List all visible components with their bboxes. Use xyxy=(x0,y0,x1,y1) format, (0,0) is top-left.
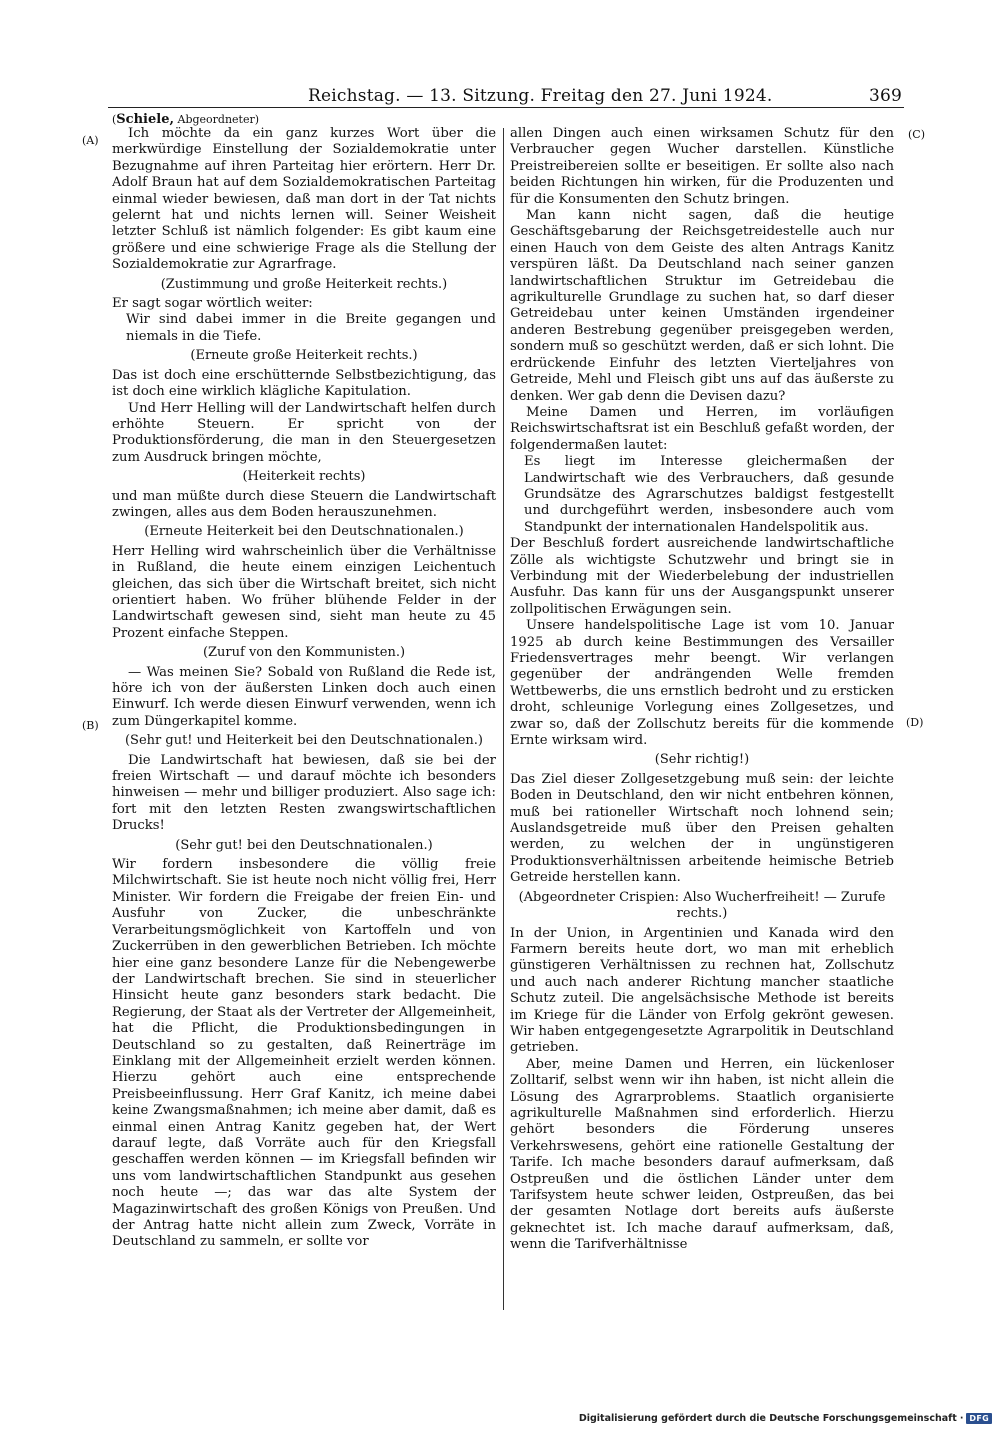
interjection: (Erneute große Heiterkeit rechts.) xyxy=(190,348,418,364)
paragraph: Man kann nicht sagen, daß die heutige Geschäftsgebarung der Reichsgetreidestelle auch nur einen Hauch von dem Geiste des alten Antrags Kanitz verspüren läßt. Da Deutschland nach seiner ganzen landwirtschaftlichen Struktur im Getreidebau die agrikulturelle Grundlage zu suchen hat, so darf dieser Getreidebau unter keinen Umständen irgendeiner anderen Bestrebung gegenüber preisgegeben werden, sondern muß so geschützt werden, daß er sich lohnt. Die erdrückende Einfuhr des letzten Vierteljahres von Getreide, Mehl und Fleisch gibt uns auf das äußerste zu denken. Wer gab denn die Devisen dazu? xyxy=(510,208,894,404)
margin-marker-c: (C) xyxy=(908,128,925,141)
interjection: (Sehr gut! und Heiterkeit bei den Deutschnationalen.) xyxy=(124,733,483,749)
running-header xyxy=(110,86,902,108)
paragraph: Er sagt sogar wörtlich weiter: xyxy=(112,296,313,312)
digitization-credit: Digitalisierung gefördert durch die Deutsche Forschungsgemeinschaft · DFG xyxy=(579,1413,992,1424)
paragraph: Die Landwirtschaft hat bewiesen, daß sie bei der freien Wirtschaft — und darauf möchte ich besonders hinweisen — mehr und billiger produziert. Also sage ich: fort mit den letzten Resten zwangswirtschaftlichen Drucks! xyxy=(112,752,496,834)
interjection: (Erneute Heiterkeit bei den Deutschnationalen.) xyxy=(144,524,464,540)
margin-marker-d: (D) xyxy=(906,716,924,729)
dfg-logo-icon: DFG xyxy=(966,1413,992,1424)
credit-text: Digitalisierung gefördert durch die Deutsche Forschungsgemeinschaft xyxy=(578,1413,957,1424)
paragraph: allen Dingen auch einen wirksamen Schutz für den Verbraucher gegen Wucher darstellen. Künstliche Preistreibereien sollte er beseitigen. Er sollte also nach beiden Richtungen hin wirken, für die Produzenten und für die Konsumenten den Schutz bringen. xyxy=(510,126,894,207)
page-number: 369 xyxy=(868,86,902,106)
paragraph: Ich möchte da ein ganz kurzes Wort über die merkwürdige Einstellung der Sozialdemokratie unter Bezugnahme auf ihren Parteitag hier erörtern. Herr Dr. Adolf Braun hat auf dem Sozialdemokratischen Parteitag einmal wieder bewiesen, daß man dort in der Tat nichts gelernt hat und nichts lernen will. Seiner Weisheit letzter Schluß ist nämlich folgender: Es gibt kaum eine größere und eine schwierige Frage als die Stellung der Sozialdemokratie zur Agrarfrage. xyxy=(112,126,496,273)
interjection: (Abgeordneter Crispien: Also Wucherfreiheit! — Zurufe rechts.) xyxy=(518,889,886,922)
paragraph: Meine Damen und Herren, im vorläufigen Reichswirtschaftsrat ist ein Beschluß gefaßt worden, der folgendermaßen lautet: xyxy=(510,404,894,453)
paragraph: und man müßte durch diese Steuern die Landwirtschaft zwingen, alles aus dem Boden herauszunehmen. xyxy=(112,488,496,520)
speaker-role: Abgeordneter xyxy=(177,113,255,126)
paragraph: Herr Helling wird wahrscheinlich über die Verhältnisse in Rußland, die heute einem einzigen Leichentuch gleichen, das sich über die Wirtschaft breitet, sich nicht orientiert haben. Wo früher blühende Felder in der Landwirtschaft gewesen sind, sieht man heute zu 45 Prozent einfache Steppen. xyxy=(112,543,496,641)
left-column xyxy=(112,126,496,1314)
interjection: (Sehr richtig!) xyxy=(654,752,750,768)
paragraph: Aber, meine Damen und Herren, ein lückenloser Zolltarif, selbst wenn wir ihn haben, ist nicht allein die Lösung des Agrarproblems. Staatlich organisierte agrikulturelle Maßnahmen sind erforderlich. Hierzu gehört besonders die Förderung unseres Verkehrswesens, gehört eine rationelle Gestaltung der Tarife. Ich mache besonders darauf aufmerksam, daß Ostpreußen und die östlichen Länder unter dem Tarifsystem heute schwer leiden, Ostpreußen, das bei der gesamten Notlage dort bereits aufs äußerste geknechtet ist. Ich mache darauf aufmerksam, daß, wenn die Tarifverhältnisse xyxy=(510,1056,894,1253)
column-divider xyxy=(503,128,504,1310)
quotation: Wir sind dabei immer in die Breite gegangen und niemals in die Tiefe. xyxy=(126,312,496,344)
header-title: Reichstag. — 13. Sitzung. Freitag den 27. Juni 1924. xyxy=(308,86,773,106)
right-column xyxy=(510,126,894,1314)
paragraph: In der Union, in Argentinien und Kanada wird den Farmern bereits heute dort, wo man mit erheblich günstigeren Verhältnissen zu rechnen hat, Zollschutz und auch nach anderer Richtung mancher staatliche Schutz zuteil. Die angelsächsische Methode ist bereits im Kriege für die Länder von Erfolg gekrönt gewesen. Wir haben entgegengesetzte Agrarpolitik in Deutschland getrieben. xyxy=(510,925,894,1056)
interjection: (Zuruf von den Kommunisten.) xyxy=(202,645,406,661)
paragraph: Das ist doch eine erschütternde Selbstbezichtigung, das ist doch eine wirklich klägliche Kapitulation. xyxy=(112,367,496,400)
paragraph: Unsere handelspolitische Lage ist vom 10. Januar 1925 ab durch keine Bestimmungen des Versailler Friedensvertrages mehr beengt. Wir verlangen gegenüber der andrängenden Welle fremden Wettbewerbs, die uns ernstlich bedroht und zu ersticken droht, schleunige Vorlegung eines Zollgesetzes, und zwar so, daß der Zollschutz bereits für die kommende Ernte wirksam wird. xyxy=(510,618,894,749)
paragraph: Der Beschluß fordert ausreichende landwirtschaftliche Zölle als wichtigste Schutzwehr und bringt sie in Verbindung mit der Wiederbelebung der industriellen Ausfuhr. Das kann für uns der Ausgangspunkt unserer zollpolitischen Erwägungen sein. xyxy=(510,536,894,617)
paragraph: Wir fordern insbesondere die völlig freie Milchwirtschaft. Sie ist heute noch nicht völlig frei, Herr Minister. Wir fordern die Freigabe der freien Ein- und Ausfuhr von Zucker, die unbeschränkte Verarbeitungsmöglichkeit von Kartoffeln und von Zuckerrüben in den gewerblichen Betrieben. Ich möchte hier eine ganz besondere Lanze für die Nebengewerbe der Landwirtschaft brechen. Sie sind in steuerlicher Hinsicht heute ganz besonders stark bedacht. Die Regierung, der Staat als der Vertreter der Allgemeinheit, hat die Pflicht, die Produktionsbedingungen in Deutschland so zu gestalten, daß Reinerträge im Einklang mit der Allgemeinheit erzielt werden können. Hierzu gehört auch eine entsprechende Preisbeeinflussung. Herr Graf Kanitz, ich meine dabei keine Zwangsmaßnahmen; ich meine aber damit, daß es einmal einen Antrag Kanitz gegeben hat, der Wert darauf legte, daß Vorräte auch für den Kriegsfall geschaffen werden können — im Kriegsfall befinden wir uns vom landwirtschaftlichen Standpunkt aus gesehen noch heute —; das war das alte System der Magazinwirtschaft des großen Königs von Preußen. Und der Antrag hatte nicht allein zum Zweck, Vorräte in Deutschland zu sammeln, er sollte vor xyxy=(112,857,496,1250)
margin-marker-b: (B) xyxy=(82,719,99,732)
paragraph: Und Herr Helling will der Landwirtschaft helfen durch erhöhte Steuern. Er spricht von der Produktionsförderung, die man in den Steuergesetzen zum Ausdruck bringen möchte, xyxy=(112,400,496,465)
paragraph: — Was meinen Sie? Sobald von Rußland die Rede ist, höre ich von der äußersten Linken doch auch einen Einwurf. Ich werde diesen Einwurf verwenden, wenn ich zum Düngerkapitel komme. xyxy=(112,664,496,729)
paragraph: Das Ziel dieser Zollgesetzgebung muß sein: der leichte Boden in Deutschland, den wir nicht entbehren können, muß bei rationeller Wirtschaft noch lohnend sein; Auslandsgetreide muß über den Preisen gehalten werden, zu welchen der in ungünstigeren Produktionsverhältnissen arbeitende heimische Betrieb Getreide herstellen kann. xyxy=(510,771,894,886)
interjection: (Sehr gut! bei den Deutschnationalen.) xyxy=(175,837,433,853)
speaker-line: (Schiele, Abgeordneter) xyxy=(112,112,260,127)
interjection: (Heiterkeit rechts) xyxy=(242,469,366,485)
speaker-name: Schiele, xyxy=(116,112,174,127)
interjection: (Zustimmung und große Heiterkeit rechts.) xyxy=(160,276,448,292)
header-rule xyxy=(108,107,904,108)
quotation: Es liegt im Interesse gleichermaßen der Landwirtschaft wie des Verbrauchers, daß gesunde Grundsätze des Agrarschutzes baldigst festgestellt und durchgeführt werden, insbesondere auch vom Standpunkt der internationalen Handelspolitik aus. xyxy=(524,454,894,535)
margin-marker-a: (A) xyxy=(82,134,99,147)
